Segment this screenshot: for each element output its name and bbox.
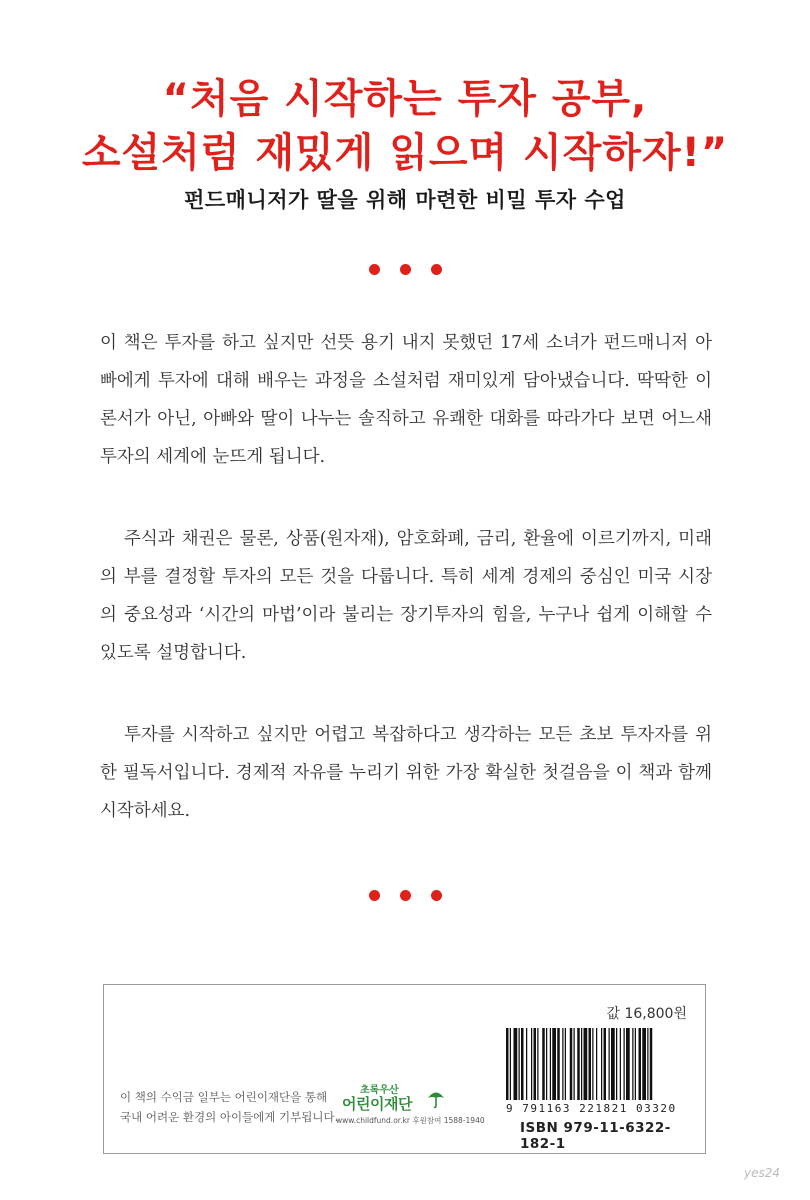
subtitle: 펀드매니저가 딸을 위해 마련한 비밀 투자 수업	[184, 188, 626, 212]
barcode-bar	[557, 1028, 560, 1100]
barcode-bar	[642, 1028, 646, 1100]
barcode-bar	[624, 1028, 625, 1100]
barcode-bar	[552, 1028, 556, 1100]
green-umbrella-icon	[426, 1087, 446, 1109]
barcode-bar	[534, 1028, 537, 1100]
barcode-bar	[581, 1028, 582, 1100]
barcode-bar	[565, 1028, 566, 1100]
barcode-bar	[609, 1028, 610, 1100]
donation-line-2: 국내 어려운 환경의 아이들에게 기부됩니다.	[120, 1110, 339, 1124]
barcode-bar	[601, 1028, 602, 1100]
watermark: yes24	[744, 1166, 781, 1180]
book-info-box	[103, 984, 706, 1154]
barcode-bar	[514, 1028, 518, 1100]
barcode-bar	[584, 1028, 588, 1100]
barcode-bar	[604, 1028, 607, 1100]
barcode-bar	[546, 1028, 547, 1100]
barcode-bar	[635, 1028, 636, 1100]
barcode-bar	[611, 1028, 615, 1100]
paragraph-3: 투자를 시작하고 싶지만 어렵고 복잡하다고 생각하는 모든 초보 투자자를 위한 필독서입니다. 경제적 자유를 누리기 위한 가장 확실한 첫걸음을 이 책과 함께 시작하세요.	[100, 725, 712, 821]
barcode-bar	[519, 1028, 520, 1100]
barcode-bar	[570, 1028, 573, 1100]
donation-notice	[120, 1087, 338, 1127]
barcode-bar	[592, 1028, 593, 1100]
barcode-bar	[650, 1028, 653, 1100]
dots-divider-top	[0, 260, 810, 279]
logo-small-text: 초록우산	[360, 1085, 399, 1096]
barcode-bar	[589, 1028, 592, 1100]
barcode-bar	[531, 1028, 532, 1100]
barcode-bar	[510, 1028, 511, 1100]
price-label: 값 16,800원	[606, 1006, 687, 1022]
barcode-bar	[596, 1028, 597, 1100]
barcode-bar	[506, 1028, 509, 1100]
barcode-bar	[537, 1028, 538, 1100]
barcode-bar	[562, 1028, 563, 1100]
isbn-label: ISBN 979-11-6322-182-1	[520, 1120, 671, 1152]
barcode-digits: 9 791163 221821 03320	[506, 1102, 677, 1115]
headline-line-1: “처음 시작하는 투자 공부,	[162, 76, 648, 122]
barcode-bar	[639, 1028, 642, 1100]
paragraph-1: 이 책은 투자를 하고 싶지만 선뜻 용기 내지 못했던 17세 소녀가 펀드매니저 아빠에게 투자에 대해 배우는 과정을 소설처럼 재미있게 담아냈습니다. 딱딱한 이론서가 아닌, 아빠와 딸이 나누는 솔직하고 유쾌한 대화를 따라가다 보면 어느새 투자의 세계에 눈뜨게 됩니다.	[100, 333, 712, 467]
barcode-bar	[550, 1028, 551, 1100]
barcode-bar	[620, 1028, 621, 1100]
isbn-barcode	[506, 1028, 694, 1100]
childfund-logo	[336, 1081, 485, 1131]
dots-divider-bottom	[0, 886, 810, 905]
barcode-bar	[521, 1028, 524, 1100]
barcode-bar	[542, 1028, 545, 1100]
paragraph-2: 주식과 채권은 물론, 상품(원자재), 암호화폐, 금리, 환율에 이르기까지, 미래의 부를 결정할 투자의 모든 것을 다룹니다. 특히 세계 경제의 중심인 미국 시장의 중요성과 ‘시간의 마법’이라 불리는 장기투자의 힘을, 누구나 쉽게 이해할 수 있도록 설명합니다.	[100, 529, 712, 663]
logo-url-text: www.childfund.or.kr 후원참여 1588-1940	[336, 1116, 485, 1125]
barcode-bar	[577, 1028, 580, 1100]
barcode-bar	[526, 1028, 527, 1100]
headline-line-2: 소설처럼 재밌게 읽으며 시작하자!”	[81, 130, 729, 176]
logo-main-text: 어린이재단	[342, 1095, 412, 1113]
donation-line-1: 이 책의 수익금 일부는 어린이재단을 통해	[120, 1090, 328, 1104]
barcode-bar	[616, 1028, 617, 1100]
barcode-bar	[574, 1028, 575, 1100]
barcode-bar	[647, 1028, 648, 1100]
barcode-bar	[632, 1028, 633, 1100]
barcode-bar	[626, 1028, 630, 1100]
